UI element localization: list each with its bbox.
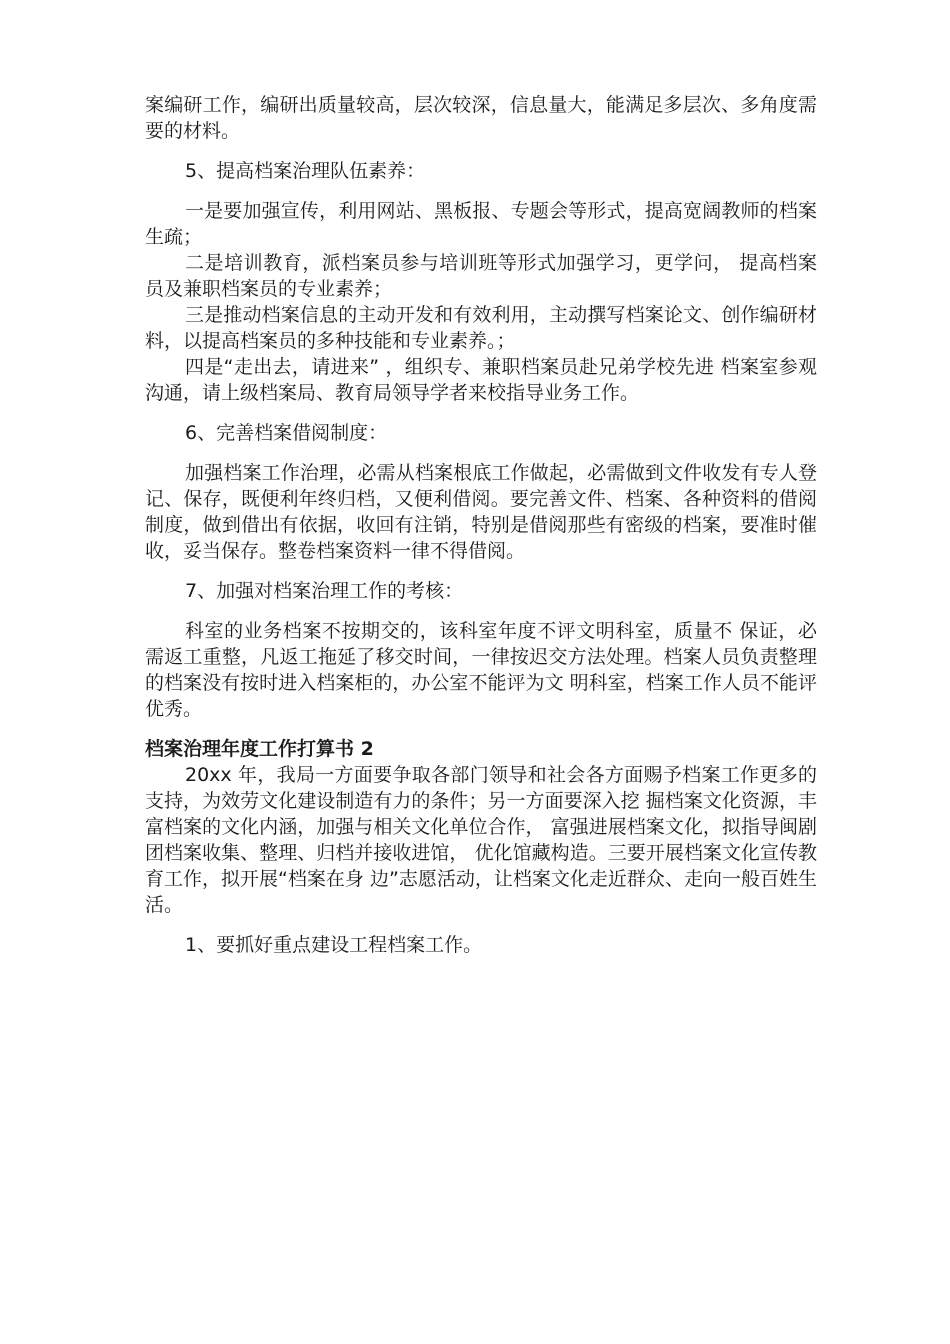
paragraph-borrowing: 加强档案工作治理，必需从档案根底工作做起，必需做到文件收发有专人登记、保存，既便利年终归档，又便利借阅。要完善文件、档案、各种资料的借阅制度，做到借出有依据，收回有注销，特别是借阅那些有密级的档案，要准时催收，妥当保存。整卷档案资料一律不得借阅。 [145, 462, 817, 562]
section-7-title: 7、加强对档案治理工作的考核： [185, 580, 464, 602]
document-body [145, 92, 817, 958]
paragraph-item-1: 一是要加强宣传，利用网站、黑板报、专题会等形式，提高宽阔教师的档案生疏； [145, 200, 817, 248]
document-heading: 档案治理年度工作打算书 2 [145, 738, 374, 760]
paragraph-continuation: 案编研工作，编研出质量较高，层次较深，信息量大，能满足多层次、多角度需要的材料。 [145, 94, 817, 142]
paragraph-item-3: 三是推动档案信息的主动开发和有效利用，主动撰写档案论文、创作编研材料，以提高档案员的多种技能和专业素养。； [145, 304, 817, 352]
section-6-title: 6、完善档案借阅制度： [185, 422, 388, 444]
section-1-title: 1、要抓好重点建设工程档案工作。 [185, 934, 483, 956]
section-5-title: 5、提高档案治理队伍素养： [185, 160, 426, 182]
paragraph-item-2: 二是培训教育，派档案员参与培训班等形式加强学习，更学问， 提高档案员及兼职档案员的专业素养； [145, 252, 817, 300]
paragraph-item-4: 四是“走出去，请进来” ，组织专、兼职档案员赴兄弟学校先进 档案室参观沟通，请上级档案局、教育局领导学者来校指导业务工作。 [145, 356, 817, 404]
paragraph-plan-intro: 20xx 年，我局一方面要争取各部门领导和社会各方面赐予档案工作更多的支持，为效劳文化建设制造有力的条件；另一方面要深入挖 掘档案文化资源，丰富档案的文化内涵，加强与相关文化单位合作， 富强进展档案文化，拟指导闽剧团档案收集、整理、归档并接收进馆， 优化馆藏构造。三要开展档案文化宣传教育工作，拟开展“档案在身 边”志愿活动，让档案文化走近群众、走向一般百姓生活。 [145, 764, 817, 916]
paragraph-assessment: 科室的业务档案不按期交的，该科室年度不评文明科室，质量不 保证，必需返工重整，凡返工拖延了移交时间，一律按迟交方法处理。档案人员负责整理的档案没有按时进入档案柜的，办公室不能评为文 明科室，档案工作人员不能评优秀。 [145, 620, 817, 720]
